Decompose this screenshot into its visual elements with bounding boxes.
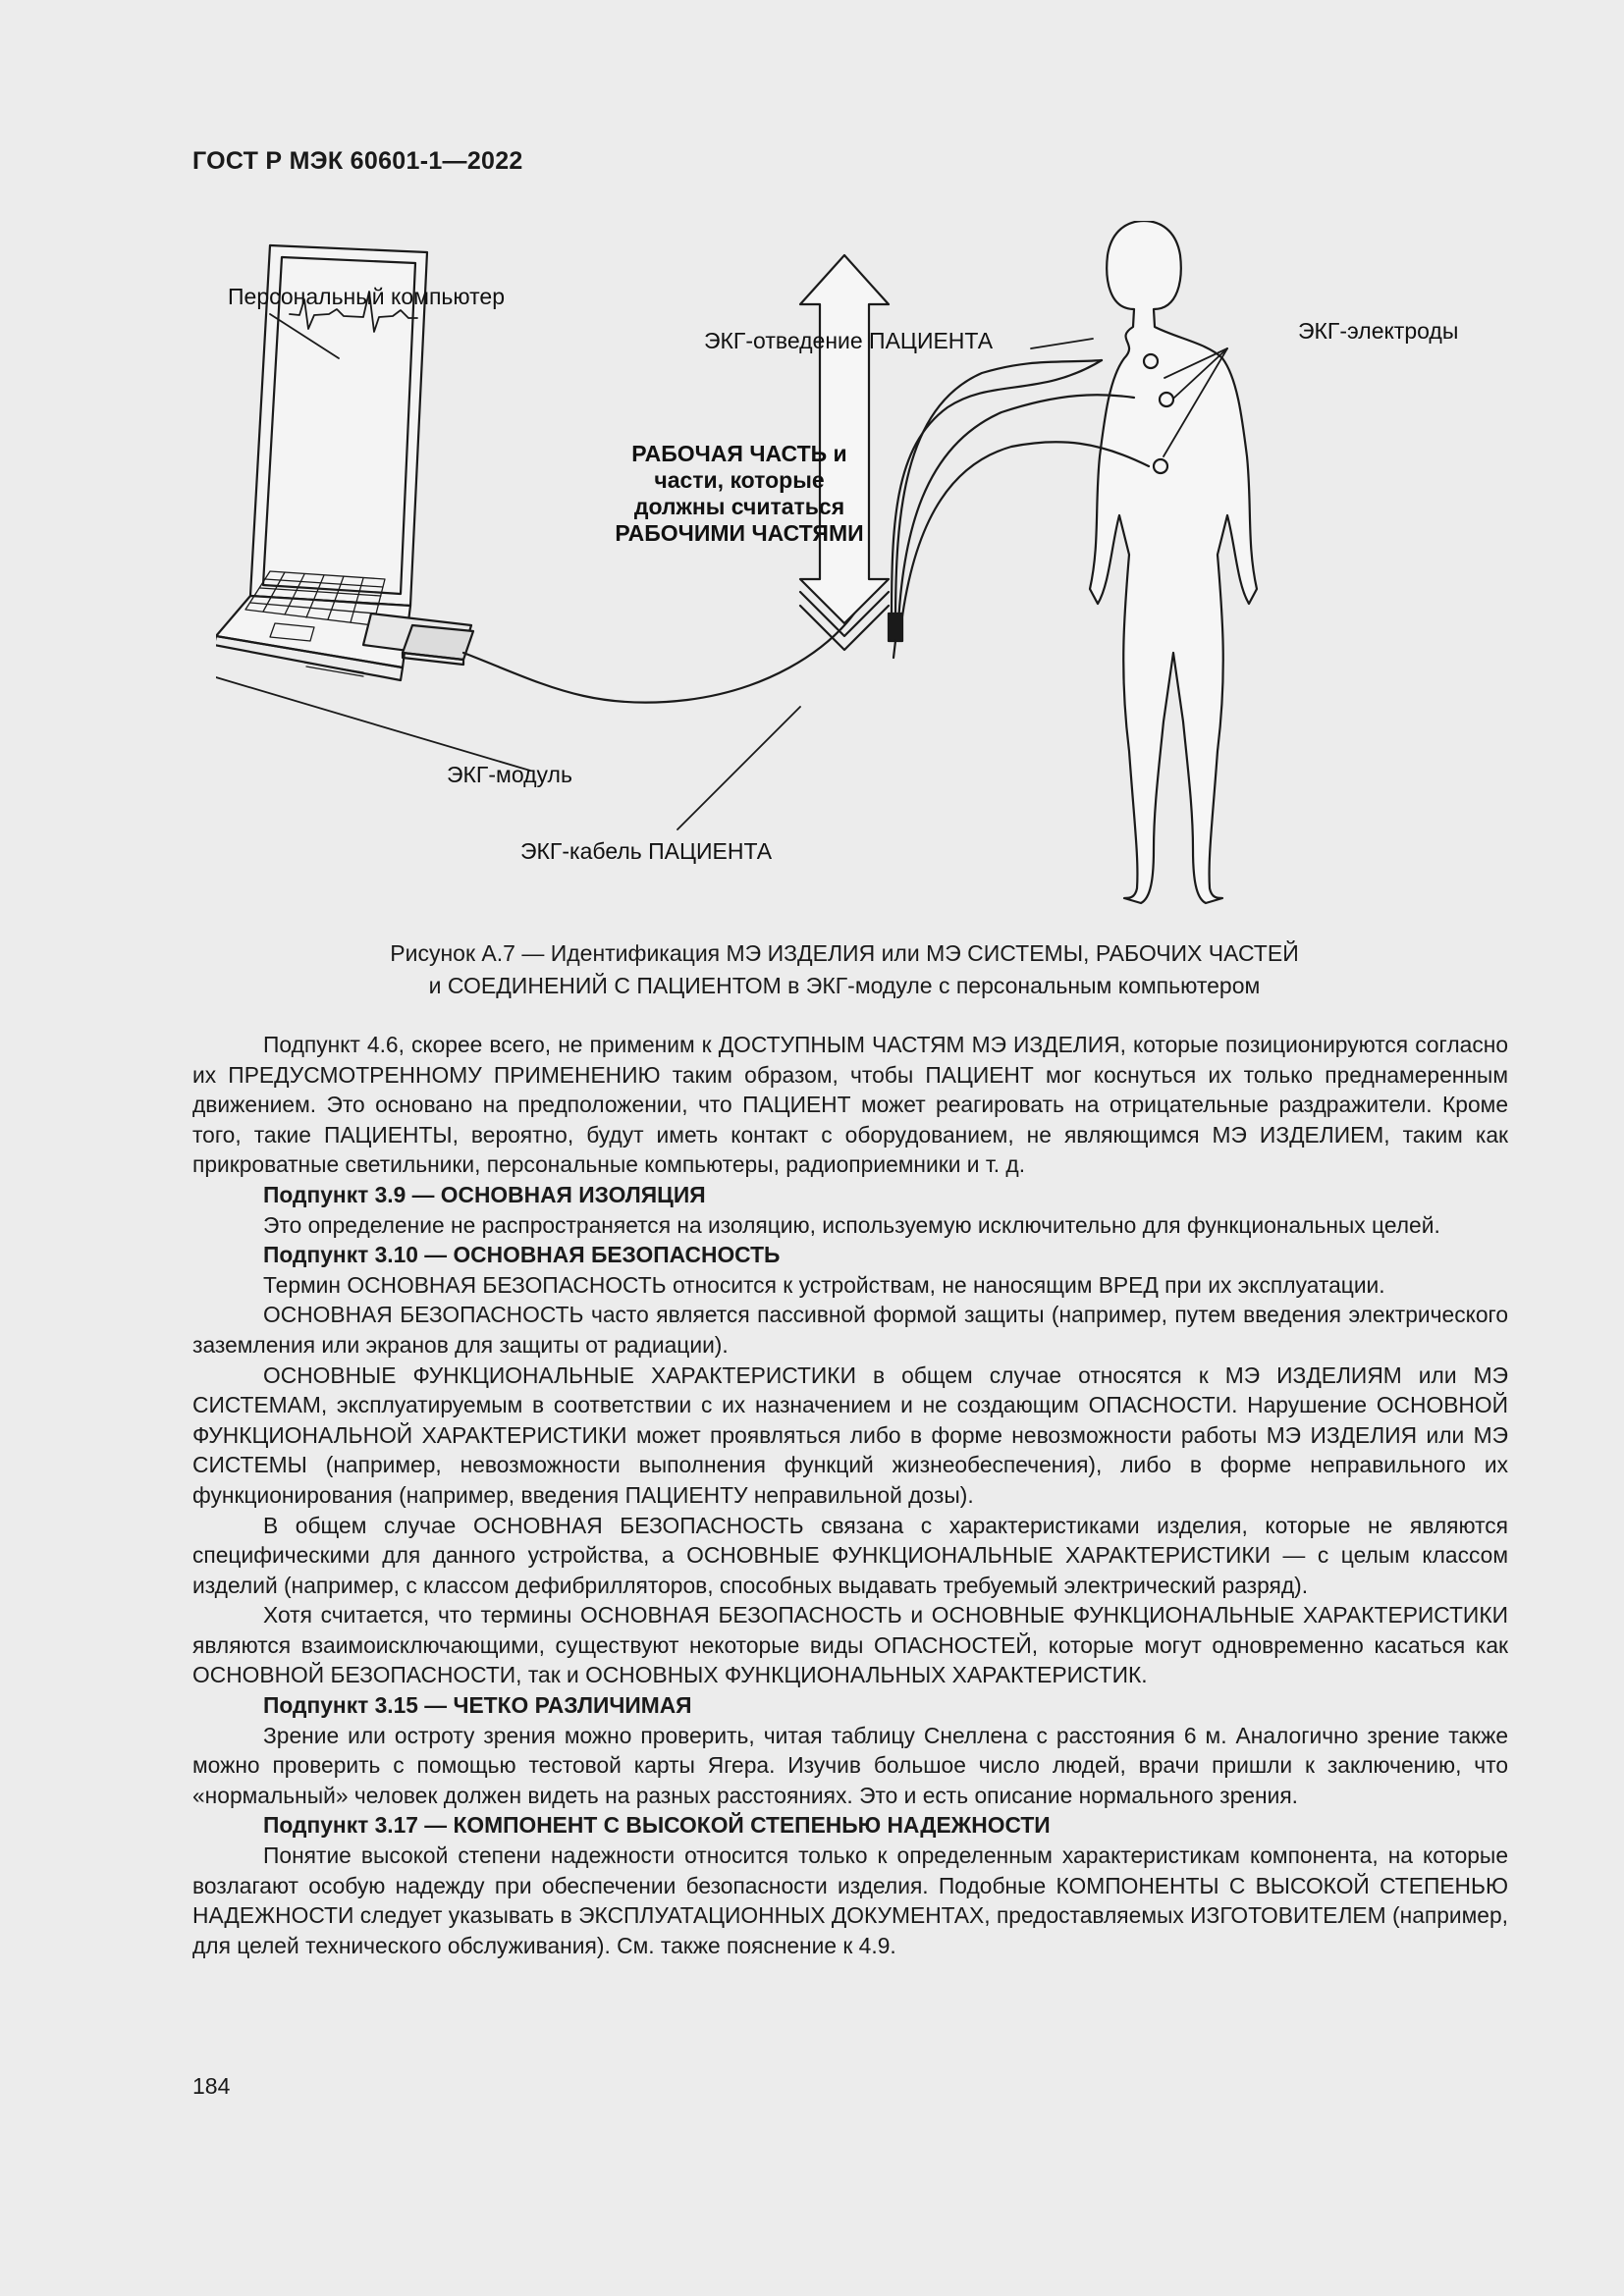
body-text xyxy=(192,1030,1508,1960)
label-electrodes: ЭКГ-электроды xyxy=(1298,318,1459,344)
paragraph: В общем случае ОСНОВНАЯ БЕЗОПАСНОСТЬ связана с характеристиками изделия, которые не являются специфическими для данного устройства, а ОСНОВНЫЕ ФУНКЦИОНАЛЬНЫЕ ХАРАКТЕРИСТИКИ — с целым классом изделий (например, с классом дефибрилляторов, способных выдавать требуемый электрический разряд). xyxy=(192,1512,1508,1598)
figure-caption xyxy=(255,937,1434,1002)
label-ecg-lead: ЭКГ-отведение ПАЦИЕНТА xyxy=(704,328,994,353)
subclause-heading: Подпункт 3.15 — ЧЕТКО РАЗЛИЧИМАЯ xyxy=(263,1692,692,1719)
page-number: 184 xyxy=(192,2073,231,2099)
label-applied-part-3: должны считаться xyxy=(633,494,845,519)
subclause-heading: Подпункт 3.17 — КОМПОНЕНТ С ВЫСОКОЙ СТЕПЕНЬЮ НАДЕЖНОСТИ xyxy=(263,1812,1051,1839)
paragraph: Это определение не распространяется на изоляцию, используемую исключительно для функциональных целей. xyxy=(263,1211,1440,1238)
label-pc: Персональный компьютер xyxy=(228,284,505,309)
pointer-cable xyxy=(677,707,800,829)
figure-ecg-module xyxy=(216,221,1492,923)
label-ecg-cable: ЭКГ-кабель ПАЦИЕНТА xyxy=(520,838,773,864)
label-applied-part-2: части, которые xyxy=(654,467,825,493)
human-figure-illustration xyxy=(1090,221,1257,903)
label-applied-part-4: РАБОЧИМИ ЧАСТЯМИ xyxy=(615,520,864,546)
laptop-illustration xyxy=(216,245,427,680)
paragraph: Зрение или остроту зрения можно проверить, читая таблицу Снеллена с расстояния 6 м. Аналогично зрение также можно проверить с помощью тестовой карты Ягера. Изучив большое число людей, врачи пришли к заключению, что «нормальный» человек должен видеть на разных расстояниях. Это и есть описание нормального зрения. xyxy=(192,1722,1508,1808)
paragraph: Понятие высокой степени надежности относится только к определенным характеристикам компонента, на которые возлагают особую надежду при обеспечении безопасности изделия. Подобные КОМПОНЕНТЫ С ВЫСОКОЙ СТЕПЕНЬЮ НАДЕЖНОСТИ следует указывать в ЭКСПЛУАТАЦИОННЫХ ДОКУМЕНТАХ, предоставляемых ИЗГОТОВИТЕЛЕМ (например, для целей технического обслуживания). См. также пояснение к 4.9. xyxy=(192,1842,1508,1958)
patient-cable xyxy=(463,614,854,703)
document-header: ГОСТ Р МЭК 60601-1—2022 xyxy=(192,147,523,175)
paragraph: ОСНОВНЫЕ ФУНКЦИОНАЛЬНЫЕ ХАРАКТЕРИСТИКИ в общем случае относятся к МЭ ИЗДЕЛИЯМ или МЭ СИСТЕМАМ, эксплуатируемым в соответствии с их назначением и не создающим ОПАСНОСТИ. Нарушение ОСНОВНОЙ ФУНКЦИОНАЛЬНОЙ ХАРАКТЕРИСТИКИ может проявляться либо в форме невозможности работы МЭ ИЗДЕЛИЯ или МЭ СИСТЕМЫ (например, невозможности выполнения функций жизнеобеспечения), либо в форме неправильного их функционирования (например, введения ПАЦИЕНТУ неправильной дозы). xyxy=(192,1362,1508,1508)
paragraph: ОСНОВНАЯ БЕЗОПАСНОСТЬ часто является пассивной формой защиты (например, путем введения электрического заземления или экранов для защиты от радиации). xyxy=(192,1302,1508,1358)
pointer-lead xyxy=(1031,339,1093,348)
paragraph: Термин ОСНОВНАЯ БЕЗОПАСНОСТЬ относится к устройствам, не наносящим ВРЕД при их эксплуатации. xyxy=(263,1271,1385,1298)
label-ecg-module: ЭКГ-модуль xyxy=(447,762,572,787)
figure-illustration xyxy=(216,221,1492,923)
pointer-module xyxy=(216,677,530,771)
caption-line-2: и СОЕДИНЕНИЙ С ПАЦИЕНТОМ в ЭКГ-модуле с персональным компьютером xyxy=(428,973,1261,998)
caption-line-1: Рисунок А.7 — Идентификация МЭ ИЗДЕЛИЯ или МЭ СИСТЕМЫ, РАБОЧИХ ЧАСТЕЙ xyxy=(390,940,1299,966)
label-applied-part-1: РАБОЧАЯ ЧАСТЬ и xyxy=(631,441,847,466)
paragraph: Подпункт 4.6, скорее всего, не применим к ДОСТУПНЫМ ЧАСТЯМ МЭ ИЗДЕЛИЯ, которые позиционируются согласно их ПРЕДУСМОТРЕННОМУ ПРИМЕНЕНИЮ таким образом, чтобы ПАЦИЕНТ мог коснуться их только преднамеренным движением. Это основано на предположении, что ПАЦИЕНТ может реагировать на отрицательные раздражители. Кроме того, такие ПАЦИЕНТЫ, вероятно, будут иметь контакт с оборудованием, не являющимся МЭ ИЗДЕЛИЕМ, таким как прикроватные светильники, персональные компьютеры, радиоприемники и т. д. xyxy=(192,1032,1508,1178)
subclause-heading: Подпункт 3.9 — ОСНОВНАЯ ИЗОЛЯЦИЯ xyxy=(263,1181,706,1207)
paragraph: Хотя считается, что термины ОСНОВНАЯ БЕЗОПАСНОСТЬ и ОСНОВНЫЕ ФУНКЦИОНАЛЬНЫЕ ХАРАКТЕРИСТИКИ являются взаимоисключающими, существуют некоторые виды ОПАСНОСТЕЙ, которые могут одновременно касаться как ОСНОВНОЙ БЕЗОПАСНОСТИ, так и ОСНОВНЫХ ФУНКЦИОНАЛЬНЫХ ХАРАКТЕРИСТИК. xyxy=(192,1602,1508,1688)
subclause-heading: Подпункт 3.10 — ОСНОВНАЯ БЕЗОПАСНОСТЬ xyxy=(263,1242,781,1268)
